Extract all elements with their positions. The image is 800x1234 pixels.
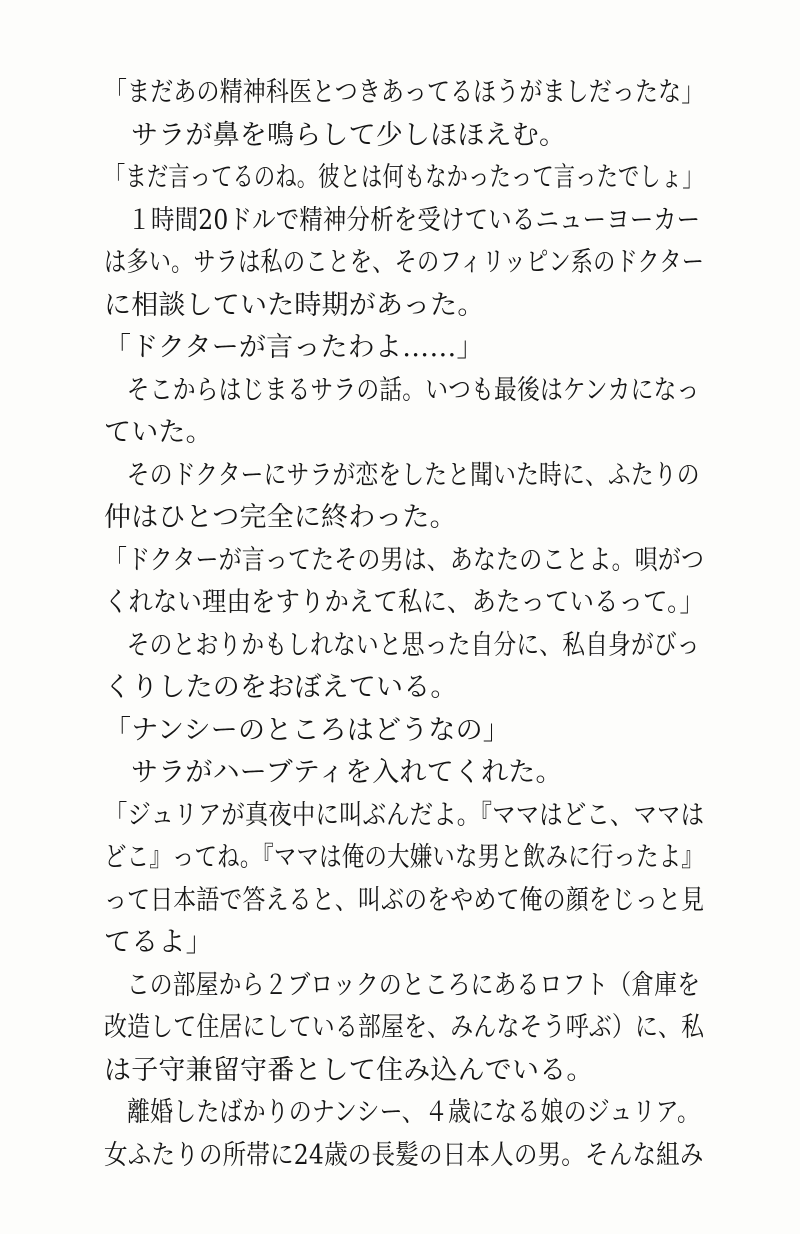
text-line: 「ナンシーのところはどうなの」 [104, 714, 510, 746]
text-line: は多い。サラは私のことを、そのフィリッピン系のドクター [104, 247, 705, 278]
text-line: 離婚したばかりのナンシー、４歳になる娘のジュリア。 [126, 1097, 701, 1128]
text-line: に相談していた時期があった。 [104, 289, 485, 321]
text-line: そのドクターにサラが恋をしたと聞いた時に、ふたりの [126, 459, 700, 491]
text-line: そこからはじまるサラの話。いつも最後はケンカになっ [126, 374, 700, 406]
text-line: 「まだあの精神科医とつきあってるほうがましだったな」 [104, 77, 705, 108]
text-line: 仲はひとつ完全に終わった。 [104, 502, 457, 533]
text-line: 女ふたりの所帯に24歳の長髪の日本人の男。そんな組み [104, 1139, 704, 1171]
text-line: この部屋から２ブロックのところにあるロフト（倉庫を [126, 969, 701, 1001]
text-line: ていた。 [104, 417, 213, 448]
text-line: 「まだ言ってるのね。彼とは何もなかったって言ったでしょ」 [104, 162, 704, 193]
text-line: そのとおりかもしれないと思った自分に、私自身がびっ [126, 629, 700, 661]
text-line: サラが鼻を鳴らして少しほほえむ。 [131, 119, 567, 151]
text-line: １時間20ドルで精神分析を受けているニューヨーカー [127, 204, 701, 236]
text-line: くれない理由をすりかえて私に、あたっているって。」 [104, 587, 704, 618]
text-line: は子守兼留守番として住み込んでいる。 [104, 1054, 594, 1086]
text-line: どこ』ってね。『ママは俺の大嫌いな男と飲みに行ったよ』 [104, 842, 704, 873]
text-line: って日本語で答えると、叫ぶのをやめて俺の顔をじっと見 [104, 884, 705, 916]
text-line: 「ジュリアが真夜中に叫ぶんだよ。『ママはどこ、ママは [104, 799, 705, 831]
text-line: 改造して住居にしている部屋を、みんなそう呼ぶ）に、私 [104, 1012, 705, 1043]
text-line: てるよ」 [104, 927, 213, 958]
text-line: 「ドクターが言ってたその男は、あなたのことよ。唄がつ [104, 544, 705, 576]
body-text [104, 72, 704, 1177]
text-line: サラがハーブティを入れてくれた。 [131, 757, 563, 788]
text-line: くりしたのをおぼえている。 [104, 672, 458, 703]
text-line: 「ドクターが言ったわよ……」 [104, 332, 484, 363]
